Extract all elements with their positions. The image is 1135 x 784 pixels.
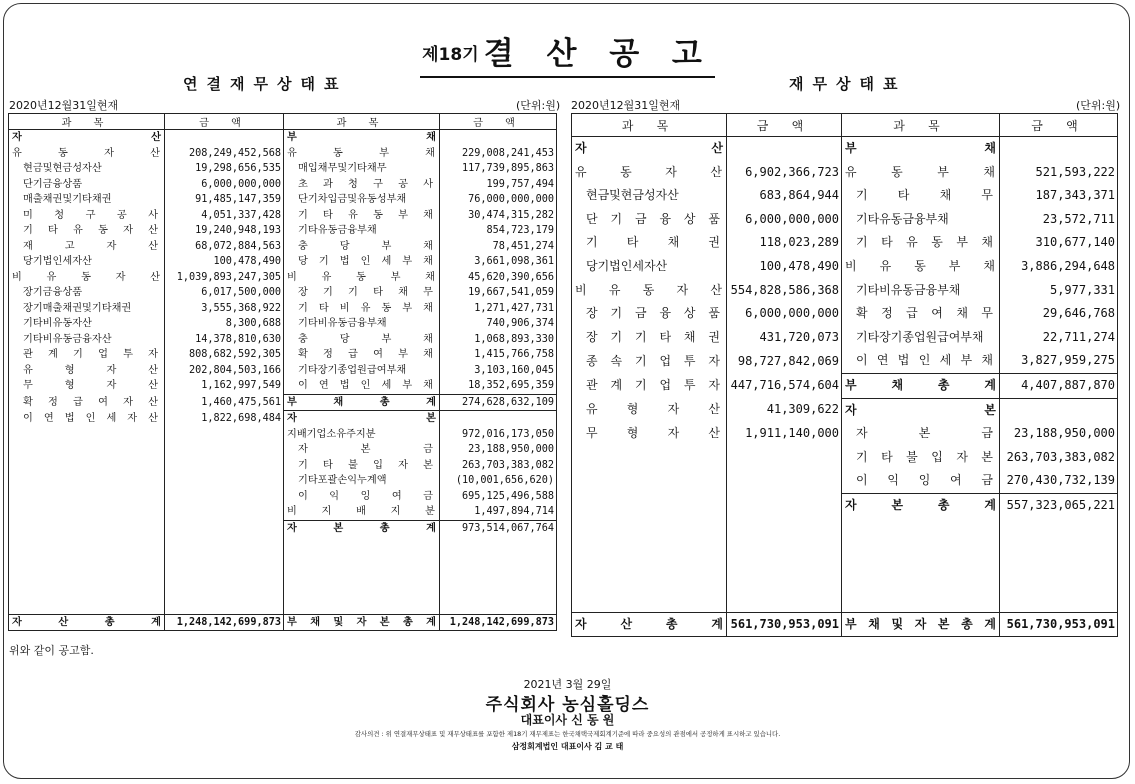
empty-cell xyxy=(1000,137,1118,161)
separate-date: 2020년12월31일현재 xyxy=(571,99,681,112)
table-row xyxy=(9,161,557,177)
asset-amount: 19,240,948,193 xyxy=(165,223,284,239)
liability-label: 기타비유동금융부채 xyxy=(842,279,1000,303)
column-header-account: 과 목 xyxy=(9,114,165,130)
equity-amount: 263,703,383,082 xyxy=(1000,446,1118,470)
column-header-amount: 금 액 xyxy=(1000,114,1118,137)
table-row xyxy=(9,583,557,599)
asset-label: 비 유 동 자 산 xyxy=(572,279,727,303)
table-row xyxy=(572,588,1118,612)
liability-label: 단기차입금및유동성부채 xyxy=(284,192,440,208)
empty-cell xyxy=(842,518,1000,542)
table-row xyxy=(9,473,557,489)
asset-amount: 41,309,622 xyxy=(727,398,842,422)
asset-label: 관 계 기 업 투 자 xyxy=(572,373,727,398)
total-liabilities-equity-label: 부 채 및 자 본 총 계 xyxy=(842,612,1000,637)
asset-amount: 3,555,368,922 xyxy=(165,301,284,317)
section-header: 자 본 xyxy=(284,411,440,427)
table-row xyxy=(9,536,557,552)
asset-amount: 68,072,884,563 xyxy=(165,239,284,255)
liability-label: 비 유 동 부 채 xyxy=(842,255,1000,279)
empty-cell xyxy=(1000,565,1118,589)
empty-cell xyxy=(572,518,727,542)
liability-amount: 19,667,541,059 xyxy=(440,285,557,301)
asset-amount: 202,804,503,166 xyxy=(165,363,284,379)
empty-cell xyxy=(9,504,165,520)
empty-cell xyxy=(1000,398,1118,422)
asset-label: 유 형 자 산 xyxy=(9,363,165,379)
liability-amount: 3,827,959,275 xyxy=(1000,349,1118,373)
equity-label: 기 타 불 입 자 본 xyxy=(284,458,440,474)
asset-amount: 447,716,574,604 xyxy=(727,373,842,398)
liability-amount: 117,739,895,863 xyxy=(440,161,557,177)
asset-label: 장기금융상품 xyxy=(9,285,165,301)
column-header-amount: 금 액 xyxy=(165,114,284,130)
table-row xyxy=(572,398,1118,422)
subtotal-label: 부 채 총 계 xyxy=(284,394,440,411)
table-row xyxy=(572,518,1118,542)
subtotal-label: 자 본 총 계 xyxy=(842,493,1000,517)
asset-amount: 98,727,842,069 xyxy=(727,349,842,373)
liability-amount: 5,977,331 xyxy=(1000,279,1118,303)
asset-amount: 1,460,475,561 xyxy=(165,394,284,411)
asset-amount: 1,162,997,549 xyxy=(165,378,284,394)
equity-label: 지배기업소유주지분 xyxy=(284,427,440,443)
section-header: 부 채 xyxy=(284,130,440,146)
separate-title: 재무상태표 xyxy=(789,75,907,93)
table-row xyxy=(9,504,557,520)
empty-cell xyxy=(727,493,842,517)
liability-amount: 521,593,222 xyxy=(1000,161,1118,185)
column-header-amount: 금 액 xyxy=(440,114,557,130)
liability-label: 초 과 청 구 공 사 xyxy=(284,177,440,193)
table-row xyxy=(9,254,557,270)
asset-label: 기 타 유 동 자 산 xyxy=(9,223,165,239)
table-row xyxy=(9,130,557,146)
asset-label: 유 동 자 산 xyxy=(572,161,727,185)
table-row xyxy=(9,520,557,536)
consolidated-title: 연결재무상태표 xyxy=(183,75,348,93)
liability-label: 유 동 부 채 xyxy=(842,161,1000,185)
empty-cell xyxy=(165,536,284,552)
asset-amount: 1,911,140,000 xyxy=(727,422,842,446)
table-row xyxy=(9,208,557,224)
table-row xyxy=(572,208,1118,232)
asset-amount: 1,822,698,484 xyxy=(165,411,284,427)
table-row xyxy=(9,411,557,427)
table-row xyxy=(9,489,557,505)
equity-label: 자 본 금 xyxy=(284,442,440,458)
empty-cell xyxy=(440,411,557,427)
empty-cell xyxy=(165,520,284,536)
empty-cell xyxy=(165,504,284,520)
empty-cell xyxy=(572,446,727,470)
equity-amount: 23,188,950,000 xyxy=(1000,422,1118,446)
table-row xyxy=(9,177,557,193)
empty-cell xyxy=(572,493,727,517)
asset-label: 유 형 자 산 xyxy=(572,398,727,422)
liability-amount: 1,068,893,330 xyxy=(440,332,557,348)
ceo-name: 대표이사 신 동 원 xyxy=(520,713,615,727)
liability-label: 이 연 법 인 세 부 채 xyxy=(842,349,1000,373)
equity-amount: 263,703,383,082 xyxy=(440,458,557,474)
table-row xyxy=(9,598,557,614)
table-row xyxy=(572,231,1118,255)
total-assets-amount: 1,248,142,699,873 xyxy=(165,614,284,631)
empty-cell xyxy=(165,458,284,474)
empty-cell xyxy=(165,427,284,443)
liability-amount: 18,352,695,359 xyxy=(440,378,557,394)
table-row xyxy=(9,146,557,162)
empty-cell xyxy=(9,520,165,536)
asset-label: 매출채권및기타채권 xyxy=(9,192,165,208)
subtotal-amount: 973,514,067,764 xyxy=(440,520,557,536)
liability-amount: 3,103,160,045 xyxy=(440,363,557,379)
equity-label: 비 지 배 지 분 xyxy=(284,504,440,520)
empty-cell xyxy=(440,536,557,552)
empty-cell xyxy=(572,588,727,612)
liability-label: 기타비유동금융부채 xyxy=(284,316,440,332)
empty-cell xyxy=(165,598,284,614)
asset-label: 재 고 자 산 xyxy=(9,239,165,255)
liability-amount: 854,723,179 xyxy=(440,223,557,239)
liability-amount: 45,620,390,656 xyxy=(440,270,557,286)
empty-cell xyxy=(727,518,842,542)
empty-cell xyxy=(727,588,842,612)
empty-cell xyxy=(9,552,165,568)
liability-label: 당 기 법 인 세 부 채 xyxy=(284,254,440,270)
empty-cell xyxy=(1000,518,1118,542)
table-row xyxy=(572,137,1118,161)
total-liabilities-equity-label: 부 채 및 자 본 총 계 xyxy=(284,614,440,631)
table-row xyxy=(572,184,1118,208)
empty-cell xyxy=(9,489,165,505)
liability-label: 기타장기종업원급여부채 xyxy=(284,363,440,379)
section-header: 부 채 xyxy=(842,137,1000,161)
section-header-assets: 자 산 xyxy=(572,137,727,161)
empty-cell xyxy=(842,541,1000,565)
liability-amount: 1,415,766,758 xyxy=(440,347,557,363)
section-header: 자 본 xyxy=(842,398,1000,422)
empty-cell xyxy=(440,552,557,568)
equity-amount: 1,497,894,714 xyxy=(440,504,557,520)
grand-total-row xyxy=(9,614,557,631)
asset-amount: 6,000,000,000 xyxy=(727,208,842,232)
total-assets-label: 자 산 총 계 xyxy=(9,614,165,631)
asset-amount: 19,298,656,535 xyxy=(165,161,284,177)
asset-amount: 6,902,366,723 xyxy=(727,161,842,185)
liability-amount: 199,757,494 xyxy=(440,177,557,193)
asset-label: 미 청 구 공 사 xyxy=(9,208,165,224)
subtotal-amount: 274,628,632,109 xyxy=(440,394,557,411)
table-row xyxy=(572,326,1118,350)
asset-label: 장 기 금 융 상 품 xyxy=(572,302,727,326)
liability-label: 확 정 급 여 채 무 xyxy=(842,302,1000,326)
empty-cell xyxy=(9,442,165,458)
liability-label: 기타장기종업원급여부채 xyxy=(842,326,1000,350)
table-row xyxy=(572,541,1118,565)
asset-label: 관 계 기 업 투 자 xyxy=(9,347,165,363)
liability-label: 충 당 부 채 xyxy=(284,239,440,255)
empty-cell xyxy=(572,541,727,565)
liability-label: 이 연 법 인 세 부 채 xyxy=(284,378,440,394)
asset-label: 무 형 자 산 xyxy=(572,422,727,446)
asset-label: 확 정 급 여 자 산 xyxy=(9,394,165,411)
separate-balance-sheet xyxy=(571,113,1118,637)
equity-amount: 695,125,496,588 xyxy=(440,489,557,505)
table-row xyxy=(572,422,1118,446)
asset-label: 종 속 기 업 투 자 xyxy=(572,349,727,373)
empty-cell xyxy=(284,536,440,552)
asset-amount: 6,000,000,000 xyxy=(165,177,284,193)
liability-amount: 1,271,427,731 xyxy=(440,301,557,317)
liability-amount: 310,677,140 xyxy=(1000,231,1118,255)
empty-cell xyxy=(842,565,1000,589)
asset-label: 현금및현금성자산 xyxy=(572,184,727,208)
table-row xyxy=(9,332,557,348)
table-row xyxy=(9,223,557,239)
table-row xyxy=(572,161,1118,185)
asset-label: 무 형 자 산 xyxy=(9,378,165,394)
asset-amount: 683,864,944 xyxy=(727,184,842,208)
empty-cell xyxy=(727,469,842,493)
liability-amount: 78,451,274 xyxy=(440,239,557,255)
empty-cell xyxy=(727,565,842,589)
equity-label: 이 익 잉 여 금 xyxy=(842,469,1000,493)
table-row xyxy=(9,567,557,583)
empty-cell xyxy=(165,473,284,489)
empty-cell xyxy=(9,427,165,443)
announcement-date: 2021년 3월 29일 xyxy=(523,678,612,691)
total-liabilities-equity-amount: 1,248,142,699,873 xyxy=(440,614,557,631)
empty-cell xyxy=(165,442,284,458)
empty-cell xyxy=(284,567,440,583)
liability-label: 기 타 비 유 동 부 채 xyxy=(284,301,440,317)
equity-label: 이 익 잉 여 금 xyxy=(284,489,440,505)
separate-unit: (단위:원) xyxy=(1076,99,1121,112)
column-header-account: 과 목 xyxy=(572,114,727,137)
audit-opinion: 감사의견 : 위 연결재무상태표 및 재무상태표를 포함한 제18기 재무제표는 한국채택국제회계기준에 따라 중요성의 관점에서 공정하게 표시하고 있습니다. xyxy=(354,730,781,738)
announcement-title xyxy=(0,38,1135,78)
liability-label: 기타유동금융부채 xyxy=(284,223,440,239)
grand-total-row xyxy=(572,612,1118,637)
liability-amount: 740,906,374 xyxy=(440,316,557,332)
liability-amount: 22,711,274 xyxy=(1000,326,1118,350)
equity-label: 기 타 불 입 자 본 xyxy=(842,446,1000,470)
table-row xyxy=(9,378,557,394)
asset-label: 기 타 채 권 xyxy=(572,231,727,255)
liability-amount: 3,661,098,361 xyxy=(440,254,557,270)
asset-label: 기타비유동금융자산 xyxy=(9,332,165,348)
asset-amount: 554,828,586,368 xyxy=(727,279,842,303)
liability-label: 기타유동금융부채 xyxy=(842,208,1000,232)
consolidated-unit: (단위:원) xyxy=(516,99,561,112)
subtotal-amount: 557,323,065,221 xyxy=(1000,493,1118,517)
asset-label: 이 연 법 인 세 자 산 xyxy=(9,411,165,427)
asset-amount: 431,720,073 xyxy=(727,326,842,350)
asset-amount: 100,478,490 xyxy=(165,254,284,270)
empty-cell xyxy=(440,583,557,599)
asset-label: 현금및현금성자산 xyxy=(9,161,165,177)
liability-label: 기 타 채 무 xyxy=(842,184,1000,208)
empty-cell xyxy=(165,583,284,599)
empty-cell xyxy=(727,137,842,161)
empty-cell xyxy=(284,552,440,568)
column-header-account: 과 목 xyxy=(284,114,440,130)
asset-amount: 1,039,893,247,305 xyxy=(165,270,284,286)
table-row xyxy=(572,255,1118,279)
table-row xyxy=(572,565,1118,589)
liability-label: 확 정 급 여 부 채 xyxy=(284,347,440,363)
empty-cell xyxy=(9,583,165,599)
table-row xyxy=(572,302,1118,326)
asset-amount: 118,023,289 xyxy=(727,231,842,255)
table-row xyxy=(9,316,557,332)
asset-amount: 4,051,337,428 xyxy=(165,208,284,224)
asset-label: 당기법인세자산 xyxy=(9,254,165,270)
liability-label: 기 타 유 동 부 채 xyxy=(284,208,440,224)
asset-amount: 8,300,688 xyxy=(165,316,284,332)
asset-amount: 208,249,452,568 xyxy=(165,146,284,162)
asset-amount: 6,017,500,000 xyxy=(165,285,284,301)
column-header-account: 과 목 xyxy=(842,114,1000,137)
table-row xyxy=(9,285,557,301)
liability-amount: 30,474,315,282 xyxy=(440,208,557,224)
column-header-amount: 금 액 xyxy=(727,114,842,137)
liability-amount: 29,646,768 xyxy=(1000,302,1118,326)
subtotal-label: 부 채 총 계 xyxy=(842,373,1000,398)
table-row xyxy=(9,301,557,317)
subtotal-amount: 4,407,887,870 xyxy=(1000,373,1118,398)
equity-amount: 23,188,950,000 xyxy=(440,442,557,458)
table-row xyxy=(9,270,557,286)
asset-label: 장기매출채권및기타채권 xyxy=(9,301,165,317)
empty-cell xyxy=(440,130,557,146)
asset-amount: 91,485,147,359 xyxy=(165,192,284,208)
asset-amount: 6,000,000,000 xyxy=(727,302,842,326)
table-row xyxy=(9,442,557,458)
asset-amount: 100,478,490 xyxy=(727,255,842,279)
asset-label: 비 유 동 자 산 xyxy=(9,270,165,286)
empty-cell xyxy=(9,473,165,489)
empty-cell xyxy=(572,469,727,493)
empty-cell xyxy=(165,567,284,583)
equity-label: 자 본 금 xyxy=(842,422,1000,446)
equity-amount: 270,430,732,139 xyxy=(1000,469,1118,493)
total-assets-label: 자 산 총 계 xyxy=(572,612,727,637)
asset-label: 유 동 자 산 xyxy=(9,146,165,162)
empty-cell xyxy=(727,446,842,470)
notice-text: 위와 같이 공고함. xyxy=(9,644,94,657)
consolidated-balance-sheet xyxy=(8,113,557,631)
empty-cell xyxy=(842,588,1000,612)
title-text: 결 산 공 고 xyxy=(483,36,713,72)
table-row xyxy=(572,469,1118,493)
liability-label: 충 당 부 채 xyxy=(284,332,440,348)
auditor-name: 삼정회계법인 대표이사 김 교 태 xyxy=(511,742,624,751)
empty-cell xyxy=(165,552,284,568)
table-row xyxy=(572,493,1118,517)
table-row xyxy=(9,347,557,363)
empty-cell xyxy=(284,598,440,614)
asset-amount: 808,682,592,305 xyxy=(165,347,284,363)
table-row xyxy=(572,373,1118,398)
table-row xyxy=(572,349,1118,373)
liability-label: 매입채무및기타채무 xyxy=(284,161,440,177)
total-liabilities-equity-amount: 561,730,953,091 xyxy=(1000,612,1118,637)
liability-amount: 76,000,000,000 xyxy=(440,192,557,208)
empty-cell xyxy=(9,598,165,614)
empty-cell xyxy=(440,598,557,614)
empty-cell xyxy=(9,536,165,552)
table-row xyxy=(9,363,557,379)
asset-label: 단 기 금 융 상 품 xyxy=(572,208,727,232)
empty-cell xyxy=(9,458,165,474)
subtotal-label: 자 본 총 계 xyxy=(284,520,440,536)
liability-amount: 23,572,711 xyxy=(1000,208,1118,232)
table-row xyxy=(9,552,557,568)
asset-amount: 14,378,810,630 xyxy=(165,332,284,348)
asset-label: 당기법인세자산 xyxy=(572,255,727,279)
empty-cell xyxy=(1000,541,1118,565)
table-row xyxy=(9,427,557,443)
equity-label: 기타포괄손익누계액 xyxy=(284,473,440,489)
table-row xyxy=(9,239,557,255)
fiscal-period: 제18기 xyxy=(422,45,479,65)
section-header-assets: 자 산 xyxy=(9,130,165,146)
empty-cell xyxy=(165,130,284,146)
total-assets-amount: 561,730,953,091 xyxy=(727,612,842,637)
table-row xyxy=(9,394,557,411)
table-row xyxy=(9,192,557,208)
empty-cell xyxy=(572,565,727,589)
empty-cell xyxy=(727,541,842,565)
consolidated-date: 2020년12월31일현재 xyxy=(9,99,119,112)
liability-amount: 3,886,294,648 xyxy=(1000,255,1118,279)
table-row xyxy=(572,279,1118,303)
liability-label: 장 기 기 타 채 무 xyxy=(284,285,440,301)
liability-label: 유 동 부 채 xyxy=(284,146,440,162)
equity-amount: (10,001,656,620) xyxy=(440,473,557,489)
asset-label: 기타비유동자산 xyxy=(9,316,165,332)
liability-label: 비 유 동 부 채 xyxy=(284,270,440,286)
liability-amount: 229,008,241,453 xyxy=(440,146,557,162)
empty-cell xyxy=(440,567,557,583)
equity-amount: 972,016,173,050 xyxy=(440,427,557,443)
empty-cell xyxy=(284,583,440,599)
company-name: 주식회사 농심홀딩스 xyxy=(485,695,650,715)
table-row xyxy=(572,446,1118,470)
liability-amount: 187,343,371 xyxy=(1000,184,1118,208)
asset-label: 단기금융상품 xyxy=(9,177,165,193)
liability-label: 기 타 유 동 부 채 xyxy=(842,231,1000,255)
asset-label: 장 기 기 타 채 권 xyxy=(572,326,727,350)
empty-cell xyxy=(1000,588,1118,612)
table-row xyxy=(9,458,557,474)
empty-cell xyxy=(9,567,165,583)
empty-cell xyxy=(165,489,284,505)
